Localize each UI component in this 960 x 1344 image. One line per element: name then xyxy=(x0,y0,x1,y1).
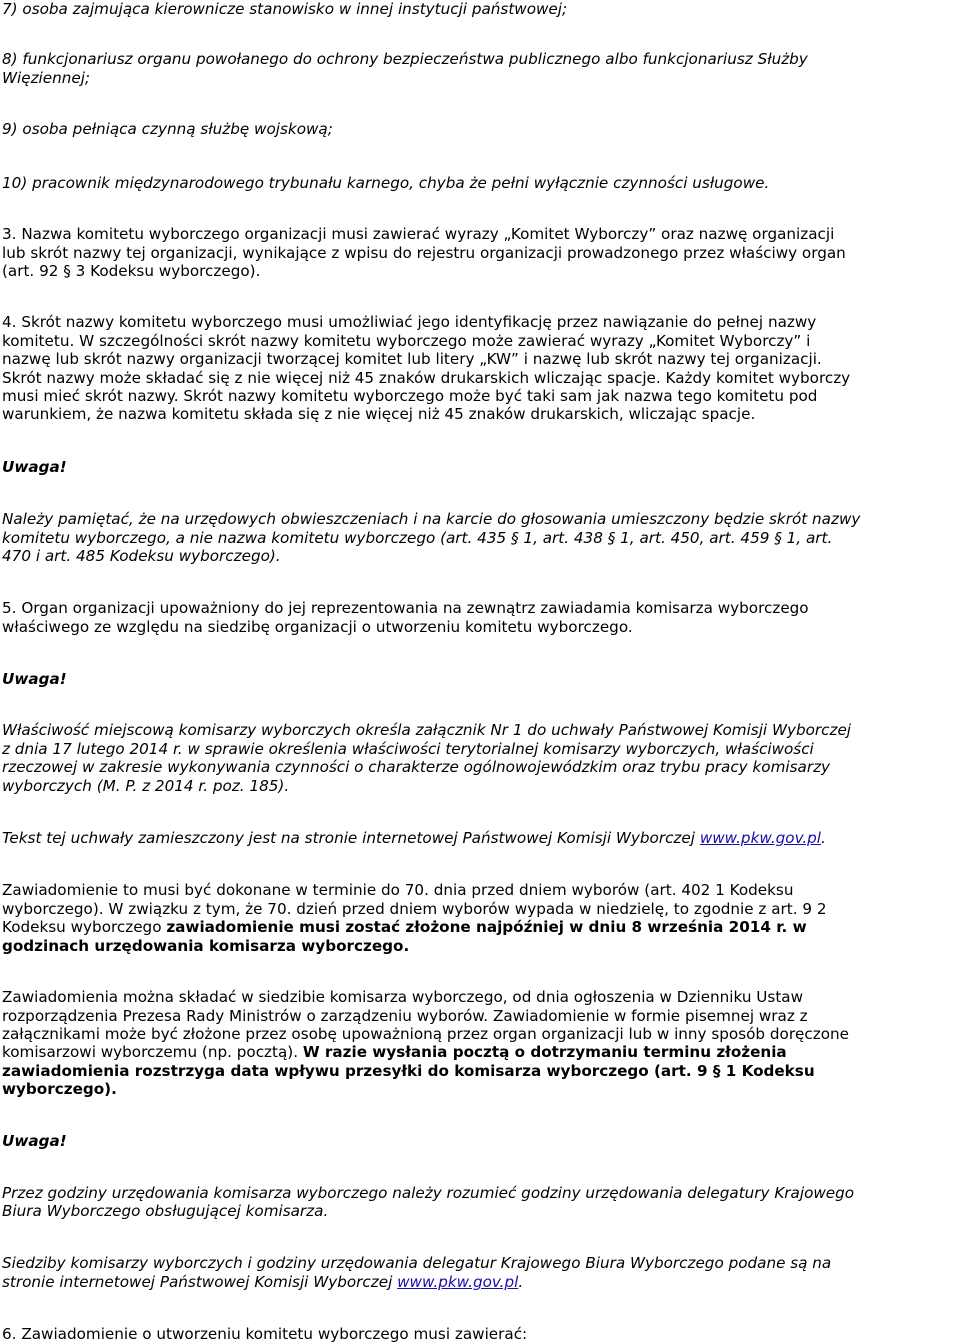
pkw-website-link[interactable]: www.pkw.gov.pl xyxy=(699,829,822,847)
submission-line-5: zawiadomienia rozstrzyga data wpływu przesyłki do komisarza wyborczego (art. 9 § 1 Kodeksu xyxy=(2,1062,815,1080)
note-3-line-2: Biura Wyborczego obsługującej komisarza. xyxy=(2,1202,329,1220)
note-1-line-1: Należy pamiętać, że na urzędowych obwieszczeniach i na karcie do głosowania umieszczony będzie skrót nazwy xyxy=(2,510,861,528)
point-4-line-5: musi mieć skrót nazwy. Skrót nazwy komitetu wyborczego może być taki sam jak nazwa tego komitetu pod xyxy=(2,387,818,405)
note-3-line-1: Przez godziny urzędowania komisarza wyborczego należy rozumieć godziny urzędowania delegatury Krajowego xyxy=(2,1184,855,1202)
note-3b-link-suffix: . xyxy=(518,1273,524,1291)
note-3b-link-prefix: stronie internetowej Państwowej Komisji Wyborczej xyxy=(2,1273,398,1291)
list-item-9: 9) osoba pełniąca czynną służbę wojskową; xyxy=(2,120,333,138)
point-4-line-2: komitetu. W szczególności skrót nazwy komitetu wyborczego może zawierać wyrazy „Komitet Wyborczy” i xyxy=(2,332,811,350)
deadline-line-3 xyxy=(2,918,960,936)
point-4-line-1: 4. Skrót nazwy komitetu wyborczego musi umożliwiać jego identyfikację przez nawiązanie do pełnej nazwy xyxy=(2,313,817,331)
note-3b-line-1: Siedziby komisarzy wyborczych i godziny urzędowania delegatur Krajowego Biura Wyborczego podane są na xyxy=(2,1254,832,1272)
submission-line-3: załącznikami może być złożone przez osobę upoważnioną przez organ organizacji lub w inny sposób doręczone xyxy=(2,1025,849,1043)
submission-line-2: rozporządzenia Prezesa Rady Ministrów o zarządzeniu wyborów. Zawiadomienie w formie pisemnej wraz z xyxy=(2,1007,808,1025)
warning-heading-3: Uwaga! xyxy=(2,1132,67,1150)
note-2-line-2: z dnia 17 lutego 2014 r. w sprawie określenia właściwości terytorialnej komisarzy wyborczych, właściwości xyxy=(2,740,814,758)
point-4-line-6: warunkiem, że nazwa komitetu składa się z nie więcej niż 45 znaków drukarskich, wliczając spacje. xyxy=(2,405,756,423)
list-item-8-line-1: 8) funkcjonariusz organu powołanego do ochrony bezpieczeństwa publicznego albo funkcjonariusz Służby xyxy=(2,50,808,68)
point-4-line-4: Skrót nazwy może składać się z nie więcej niż 45 znaków drukarskich wliczając spacje. Każdy komitet wyborczy xyxy=(2,369,851,387)
note-2-line-3: rzeczowej w zakresie wykonywania czynności o charakterze ogólnowojewódzkim oraz trybu pracy komisarzy xyxy=(2,758,831,776)
point-5-line-2: właściwego ze względu na siedzibę organizacji o utworzeniu komitetu wyborczego. xyxy=(2,618,633,636)
warning-heading-2: Uwaga! xyxy=(2,670,67,688)
point-6: 6. Zawiadomienie o utworzeniu komitetu wyborczego musi zawierać: xyxy=(2,1325,528,1343)
note-2-line-1: Właściwość miejscową komisarzy wyborczych określa załącznik Nr 1 do uchwały Państwowej Komisji Wyborczej xyxy=(2,721,852,739)
submission-emphasis: W razie wysłania pocztą o dotrzymaniu terminu złożenia xyxy=(302,1043,787,1061)
note-1-line-3: 470 i art. 485 Kodeksu wyborczego). xyxy=(2,547,281,565)
point-3-line-3: (art. 92 § 3 Kodeksu wyborczego). xyxy=(2,262,261,280)
note-2-link-suffix: . xyxy=(821,829,826,847)
list-item-8-line-2: Więziennej; xyxy=(2,69,91,87)
deadline-emphasis: zawiadomienie musi zostać złożone najpóźniej w dniu 8 września 2014 r. w xyxy=(166,918,807,936)
submission-line-4-normal: komisarzowi wyborczemu (np. pocztą). xyxy=(2,1043,303,1061)
deadline-line-4: godzinach urzędowania komisarza wyborczego. xyxy=(2,937,410,955)
submission-line-6: wyborczego). xyxy=(2,1080,117,1098)
point-5-line-1: 5. Organ organizacji upoważniony do jej reprezentowania na zewnątrz zawiadamia komisarza wyborczego xyxy=(2,599,809,617)
note-2-link-prefix: Tekst tej uchwały zamieszczony jest na stronie internetowej Państwowej Komisji Wyborczej xyxy=(2,829,700,847)
deadline-line-1: Zawiadomienie to musi być dokonane w terminie do 70. dnia przed dniem wyborów (art. 402 1 Kodeksu xyxy=(2,881,794,899)
submission-line-1: Zawiadomienia można składać w siedzibie komisarza wyborczego, od dnia ogłoszenia w Dzienniku Ustaw xyxy=(2,988,803,1006)
list-item-7: 7) osoba zajmująca kierownicze stanowisko w innej instytucji państwowej; xyxy=(2,0,568,18)
point-3-line-2: lub skrót nazwy tej organizacji, wynikające z wpisu do rejestru organizacji prowadzonego przez właściwy organ xyxy=(2,244,846,262)
note-2-line-4: wyborczych (M. P. z 2014 r. poz. 185). xyxy=(2,777,290,795)
deadline-line-3-normal: Kodeksu wyborczego xyxy=(2,918,167,936)
deadline-line-2: wyborczego). W związku z tym, że 70. dzień przed dniem wyborów wypada w niedzielę, to zgodnie z art. 9 2 xyxy=(2,900,827,918)
point-4-line-3: nazwę lub skrót nazwy organizacji tworzącej komitet lub litery „KW” i nazwę lub skrót nazwy tej organizacji. xyxy=(2,350,822,368)
point-3-line-1: 3. Nazwa komitetu wyborczego organizacji musi zawierać wyrazy „Komitet Wyborczy” oraz nazwę organizacji xyxy=(2,225,835,243)
list-item-10: 10) pracownik międzynarodowego trybunału karnego, chyba że pełni wyłącznie czynności usługowe. xyxy=(2,174,770,192)
pkw-website-link-2[interactable]: www.pkw.gov.pl xyxy=(397,1273,519,1291)
note-3b-line-2 xyxy=(2,1273,960,1291)
warning-heading-1: Uwaga! xyxy=(2,458,67,476)
note-2-link-line xyxy=(2,829,960,847)
submission-line-4 xyxy=(2,1043,960,1061)
note-1-line-2: komitetu wyborczego, a nie nazwa komitetu wyborczego (art. 435 § 1, art. 438 § 1, art. 450, art. 459 § 1, art. xyxy=(2,529,833,547)
